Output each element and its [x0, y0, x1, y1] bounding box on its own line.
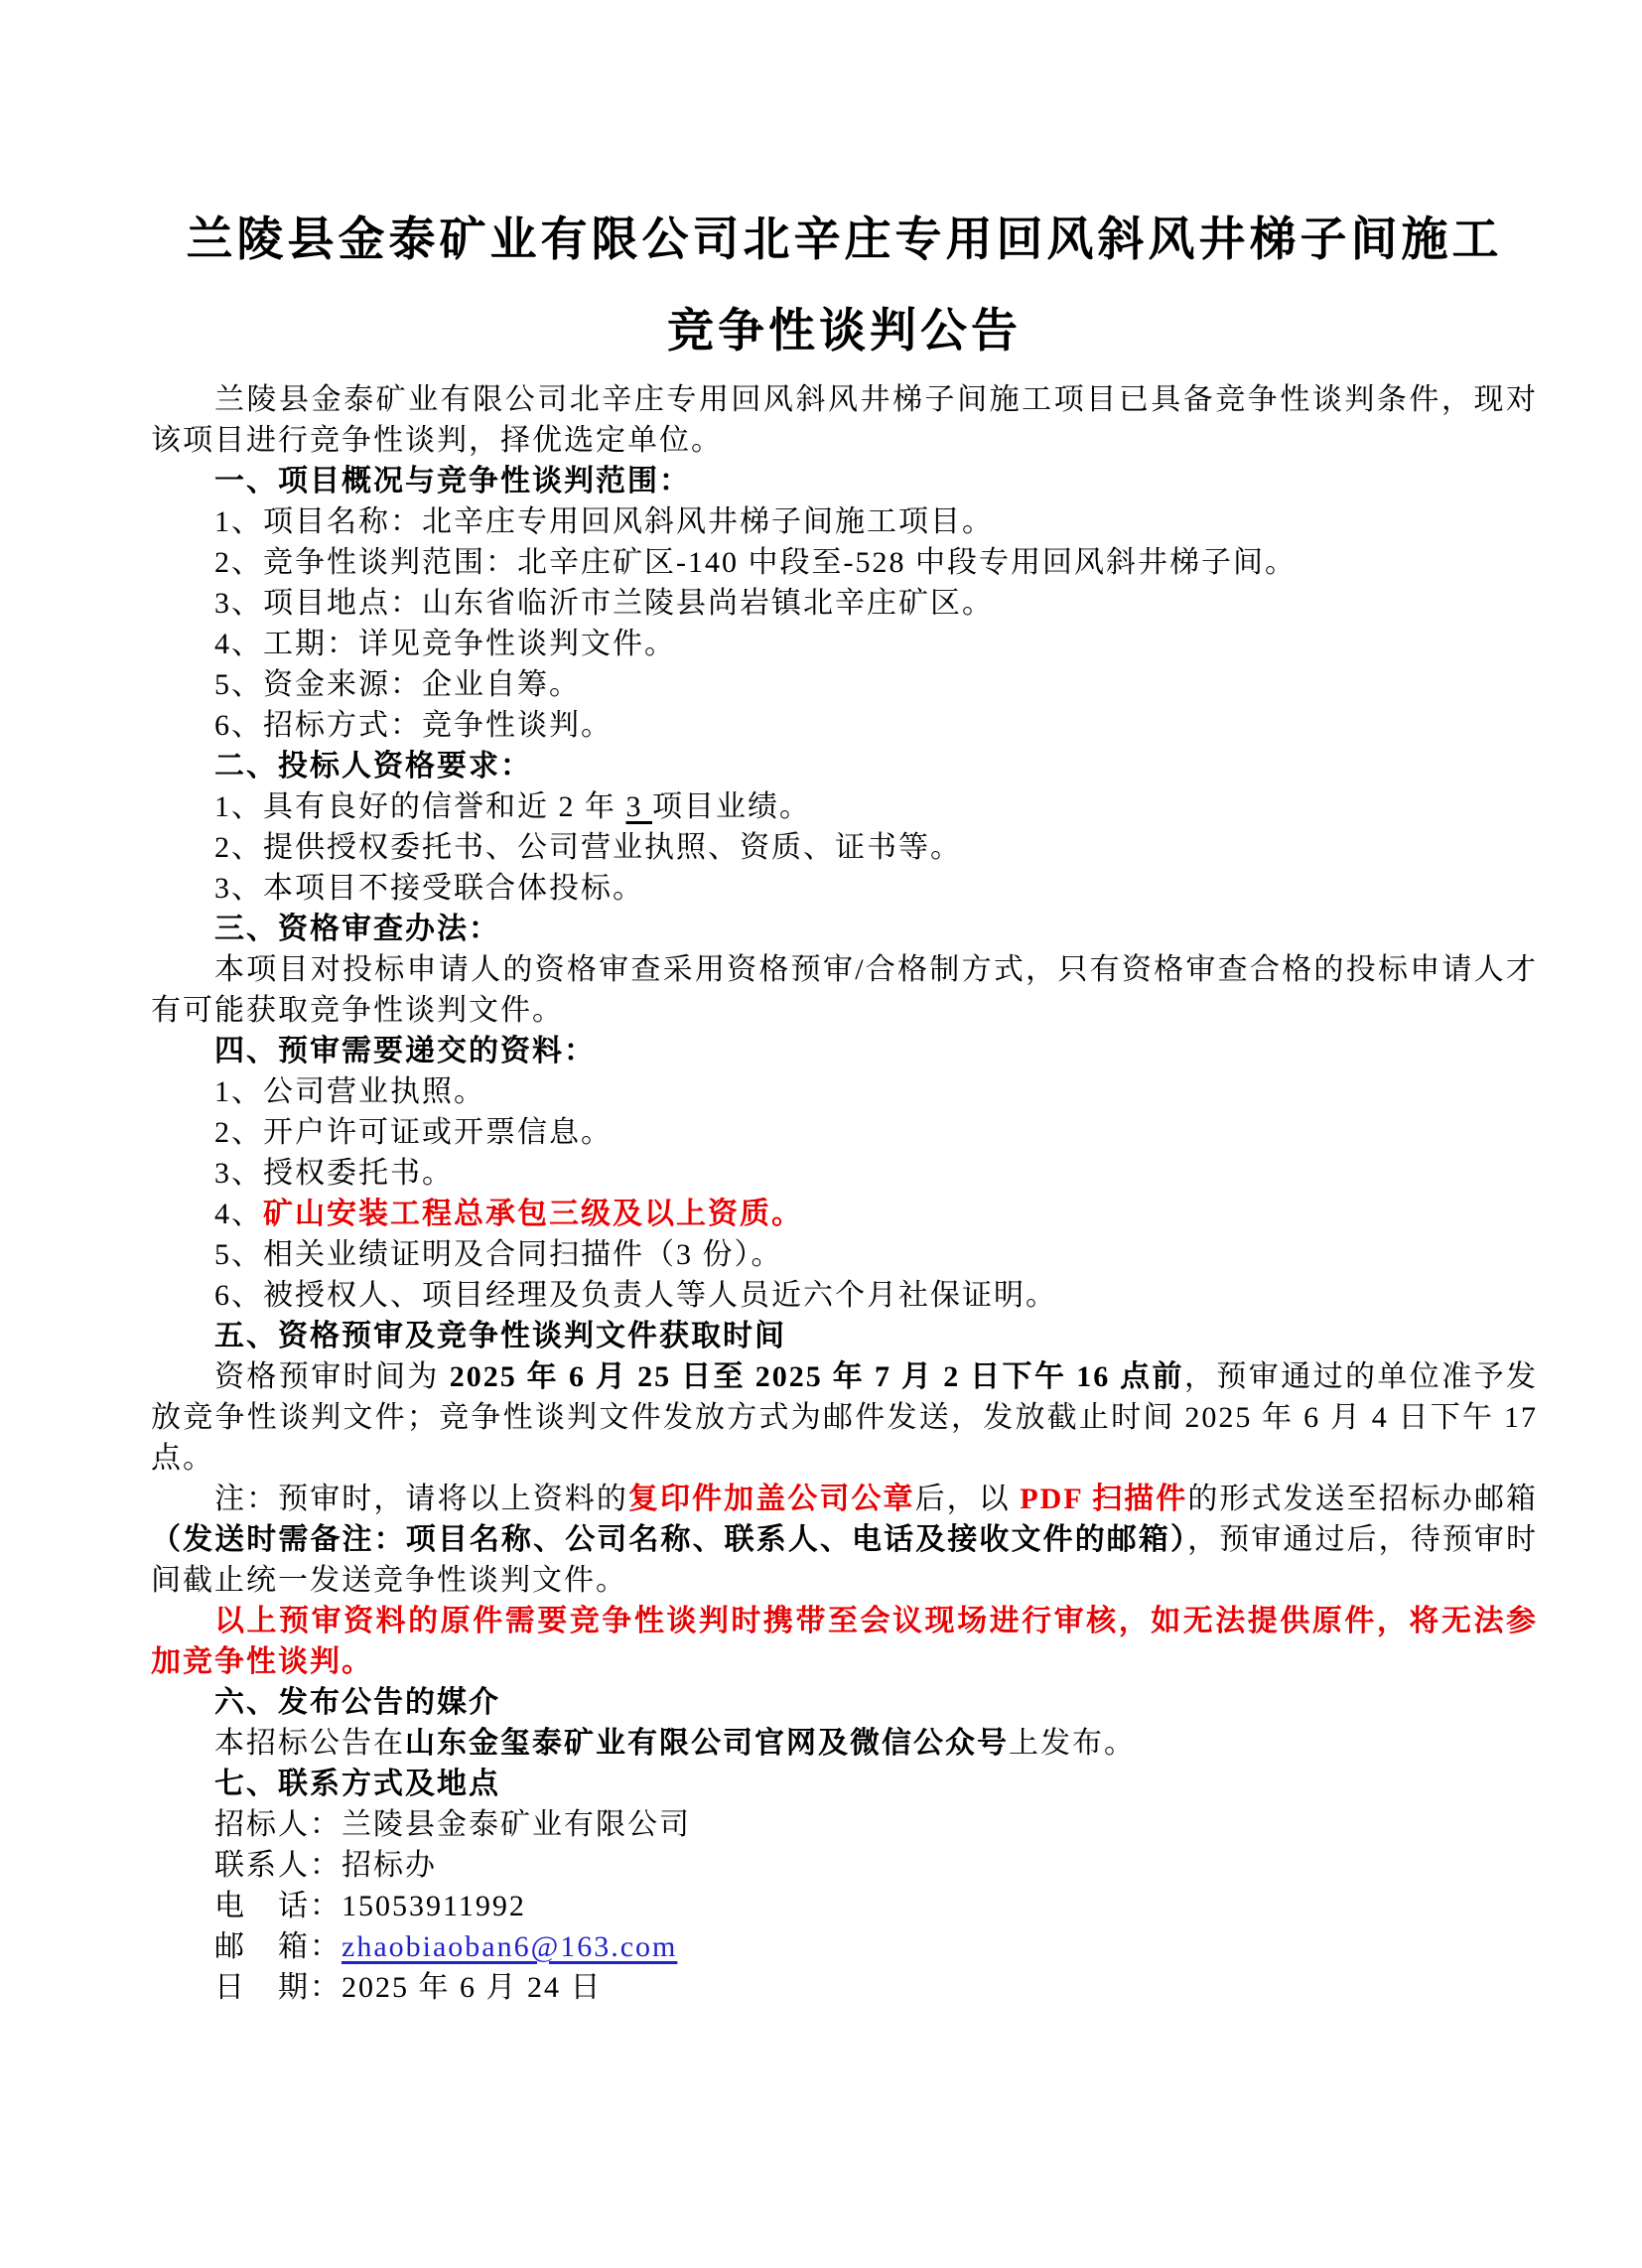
intro-paragraph: [151, 379, 1538, 461]
text-run: 的形式发送至招标办邮箱: [1187, 1483, 1539, 1515]
phone-line: [151, 1886, 1538, 1926]
section-3-heading: [151, 909, 1538, 949]
text-run: 6、被授权人、项目经理及负责人等人员近六个月社保证明。: [214, 1279, 1057, 1312]
review-method-paragraph: [151, 949, 1538, 1031]
section-5-heading: [151, 1316, 1538, 1356]
text-run: 三、资格审查办法：: [214, 913, 500, 945]
text-run: 招标人：兰陵县金泰矿业有限公司: [214, 1808, 691, 1841]
business-license-item: [151, 1071, 1538, 1112]
text-run: 一、项目概况与竞争性谈判范围：: [214, 465, 691, 497]
section-4-heading: [151, 1031, 1538, 1071]
text-run: 4、工期：详见竞争性谈判文件。: [214, 628, 676, 660]
date-line: [151, 1967, 1538, 2008]
required-documents-item: [151, 827, 1538, 868]
text-run: 3: [625, 790, 652, 823]
text-run: 注：预审时，请将以上资料的: [214, 1483, 628, 1515]
text-run: 四、预审需要递交的资料：: [214, 1035, 596, 1067]
construction-period-item: [151, 624, 1538, 664]
text-run: 以上预审资料的原件需要竞争性谈判时携带至会议现场进行审核，如无法提供原件，将无法参加竞争性谈判。: [151, 1605, 1538, 1678]
text-run: 1、项目名称：北辛庄专用回风斜风井梯子间施工项目。: [214, 505, 994, 538]
text-run: 兰陵县金泰矿业有限公司北辛庄专用回风斜风井梯子间施工项目已具备竞争性谈判条件，现对该项目进行竞争性谈判，择优选定单位。: [151, 383, 1538, 457]
tenderer-line: [151, 1804, 1538, 1845]
prequalification-time-paragraph: [151, 1356, 1538, 1479]
text-run: 4、: [214, 1198, 263, 1230]
contact-person-line: [151, 1845, 1538, 1886]
section-1-heading: [151, 461, 1538, 501]
reputation-item: [151, 786, 1538, 827]
text-run: PDF 扫描件: [1020, 1483, 1188, 1515]
section-6-heading: [151, 1682, 1538, 1723]
social-security-item: [151, 1275, 1538, 1316]
performance-proof-item: [151, 1234, 1538, 1275]
project-location-item: [151, 583, 1538, 624]
text-run: 矿山安装工程总承包三级及以上资质。: [263, 1198, 803, 1230]
section-2-heading: [151, 746, 1538, 786]
text-run: 2、提供授权委托书、公司营业执照、资质、证书等。: [214, 831, 962, 864]
text-run: 项目业绩。: [652, 790, 811, 823]
qualification-item: [151, 1194, 1538, 1234]
text-run: 5、相关业绩证明及合同扫描件（3 份）。: [214, 1238, 783, 1271]
no-consortium-item: [151, 868, 1538, 909]
text-run: 2、开户许可证或开票信息。: [214, 1116, 613, 1149]
text-run: 山东金玺泰矿业有限公司官网及微信公众号: [405, 1727, 1009, 1760]
text-run: 联系人：招标办: [214, 1849, 437, 1882]
text-run: 复印件加盖公司公章: [627, 1483, 915, 1515]
text-run: 1、公司营业执照。: [214, 1075, 485, 1108]
text-run: 6、招标方式：竞争性谈判。: [214, 709, 613, 742]
text-run: 六、发布公告的媒介: [214, 1686, 500, 1719]
note-paragraph: [151, 1479, 1538, 1601]
original-documents-warning: [151, 1601, 1538, 1682]
email-line: [151, 1926, 1538, 1967]
text-run: ，预审通过的单位准予发放竞争性谈判文件；竞争性谈判文件发放方式为邮件发送，发放截止时间 2025 年 6 月 4 日下午 17 点。: [151, 1360, 1539, 1475]
text-run: ，预审通过后，待预审时间截止统一发送竞争性谈判文件。: [151, 1523, 1539, 1597]
authorization-letter-item: [151, 1153, 1538, 1194]
document-title-line-1: 兰陵县金泰矿业有限公司北辛庄专用回风斜风井梯子间施工: [186, 214, 1503, 266]
bank-permit-item: [151, 1112, 1538, 1153]
text-run: 二、投标人资格要求：: [214, 750, 532, 782]
text-run: 五、资格预审及竞争性谈判文件获取时间: [214, 1320, 786, 1352]
negotiation-scope-item: [151, 542, 1538, 583]
text-run: 上发布。: [1009, 1727, 1136, 1760]
document-title: [151, 195, 1538, 377]
email-link[interactable]: zhaobiaoban6@163.com: [342, 1930, 678, 1963]
text-run: （发送时需备注：项目名称、公司名称、联系人、电话及接收文件的邮箱）: [151, 1523, 1188, 1556]
text-run: 3、本项目不接受联合体投标。: [214, 872, 644, 905]
text-run: 七、联系方式及地点: [214, 1768, 500, 1800]
text-run: 本招标公告在: [214, 1727, 405, 1760]
text-run: 本项目对投标申请人的资格审查采用资格预审/合格制方式，只有资格审查合格的投标申请人才有可能获取竞争性谈判文件。: [151, 953, 1538, 1027]
document-body: [151, 379, 1538, 2008]
tender-method-item: [151, 705, 1538, 746]
text-run: 邮 箱：: [214, 1930, 342, 1963]
text-run: 电 话：15053911992: [214, 1890, 526, 1922]
text-run: 后，以: [914, 1483, 1021, 1515]
document-title-line-2: 竞争性谈判公告: [667, 306, 1022, 357]
text-run: 2025 年 6 月 25 日至 2025 年 7 月 2 日下午 16 点前: [449, 1360, 1184, 1393]
announcement-media-paragraph: [151, 1723, 1538, 1764]
text-run: 3、授权委托书。: [214, 1157, 454, 1190]
text-run: 5、资金来源：企业自筹。: [214, 668, 581, 701]
text-run: 2、竞争性谈判范围：北辛庄矿区-140 中段至-528 中段专用回风斜井梯子间。: [214, 546, 1297, 579]
text-run: 资格预审时间为: [214, 1360, 450, 1393]
text-run: 3、项目地点：山东省临沂市兰陵县尚岩镇北辛庄矿区。: [214, 587, 994, 620]
text-run: 日 期：2025 年 6 月 24 日: [214, 1971, 603, 2004]
project-name-item: [151, 501, 1538, 542]
funding-source-item: [151, 664, 1538, 705]
section-7-heading: [151, 1764, 1538, 1804]
text-run: 1、具有良好的信誉和近 2 年: [214, 790, 626, 823]
